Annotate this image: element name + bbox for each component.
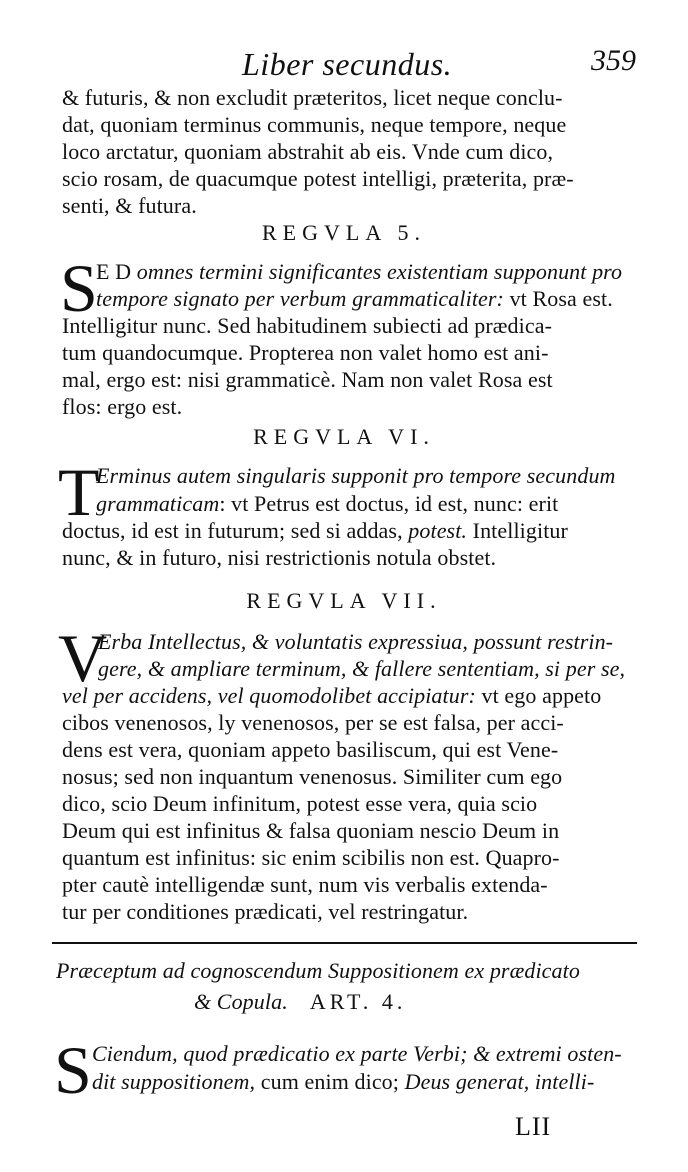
line-text: doctus, id est in futurum; sed si addas, [62, 518, 409, 543]
section-heading: REGVLA 5. [262, 220, 426, 245]
body-line: loco arctatur, quoniam abstrahit ab eis. Vnde cum dico, [62, 139, 554, 164]
rule-text-italic: grammaticam [96, 491, 220, 516]
drop-cap: S [60, 250, 98, 326]
body-line [96, 285, 642, 313]
article-number: ART. 4. [309, 989, 407, 1014]
body-line: & futuris, & non excludit præteritos, licet neque conclu- [62, 85, 563, 110]
body-line: quantum est infinitus: sic enim scibilis non est. Quapro- [62, 845, 560, 870]
body-line [62, 517, 642, 545]
line-text: Intelligitur [467, 518, 568, 543]
section-heading: REGVLA VI. [253, 424, 435, 449]
line-text: cum enim dico; [255, 1069, 405, 1094]
body-line [92, 1040, 644, 1068]
body-line: scio rosam, de quacumque potest intelligi, præterita, præ- [62, 166, 574, 191]
line-text: vt Rosa est. [503, 286, 613, 311]
article-title [194, 988, 614, 1016]
body-line: nunc, & in futuro, nisi restrictionis notula obstet. [62, 545, 497, 570]
drop-cap: V [58, 620, 108, 696]
line-text-italic: dit suppositionem, [92, 1069, 256, 1094]
article-title-text: & Copula. [194, 989, 288, 1014]
body-line: dico, scio Deum infinitum, potest esse vera, quia scio [62, 791, 538, 816]
line-text: : vt Petrus est doctus, id est, nunc: erit [219, 491, 559, 516]
body-line: nosus; sed non inquantum venenosus. Similiter cum ego [62, 764, 563, 789]
rule-text-italic: gere, & ampliare terminum, & fallere sententiam, si per se, [98, 656, 626, 681]
line-text-italic: Deus generat, intelli- [404, 1069, 595, 1094]
line-text: vt ego appeto [475, 683, 602, 708]
body-line [62, 682, 642, 710]
body-line: flos: ergo est. [62, 394, 183, 419]
running-title: Liber secundus. [242, 46, 453, 82]
body-line: cibos venenosos, ly venenosos, per se est falsa, per acci- [62, 710, 564, 735]
line-text-italic: potest. [408, 518, 468, 543]
rule-text-italic: omnes termini significantes existentiam supponunt pro [136, 259, 623, 284]
page-header [62, 44, 636, 84]
rule-text-italic: tempore signato per verbum grammaticaliter: [96, 286, 504, 311]
body-line: tur per conditiones prædicati, vel restringatur. [62, 899, 469, 924]
signature-mark: LII [515, 1112, 552, 1141]
article-title [56, 957, 646, 985]
rule-text-italic: Erba Intellectus, & voluntatis expressiua, possunt restrin- [98, 629, 614, 654]
body-line [96, 462, 642, 490]
body-line: Intelligitur nunc. Sed habitudinem subiecti ad prædica- [62, 313, 552, 338]
drop-cap: S [54, 1032, 92, 1108]
article-title-text: Præceptum ad cognoscendum Suppositionem ex prædicato [56, 958, 580, 983]
line-text: E D [96, 259, 137, 284]
drop-cap: T [58, 454, 100, 530]
body-line: dat, quoniam terminus communis, neque tempore, neque [62, 112, 567, 137]
page-number: 359 [591, 44, 636, 77]
body-line [96, 258, 642, 286]
body-line: mal, ergo est: nisi grammaticè. Nam non valet Rosa est [62, 367, 553, 392]
rule-text-italic: vel per accidens, vel quomodolibet accipiatur: [62, 683, 476, 708]
body-line: tum quandocumque. Propterea non valet homo est ani- [62, 340, 549, 365]
body-line: dens est vera, quoniam appeto basiliscum, qui est Vene- [62, 737, 559, 762]
body-line: senti, & futura. [62, 193, 197, 218]
body-line: pter cautè intelligendæ sunt, num vis verbalis extenda- [62, 872, 548, 897]
body-line: Deum qui est infinitus & falsa quoniam nescio Deum in [62, 818, 560, 843]
body-line [96, 490, 642, 518]
body-line [92, 1068, 644, 1096]
line-text-italic: Ciendum, quod prædicatio ex parte Verbi; & extremi osten- [92, 1041, 622, 1066]
section-heading: REGVLA VII. [246, 588, 442, 613]
body-line [98, 628, 642, 656]
section-divider [52, 942, 637, 944]
body-line [98, 655, 642, 683]
rule-text-italic: Erminus autem singularis supponit pro tempore secundum [96, 463, 616, 488]
